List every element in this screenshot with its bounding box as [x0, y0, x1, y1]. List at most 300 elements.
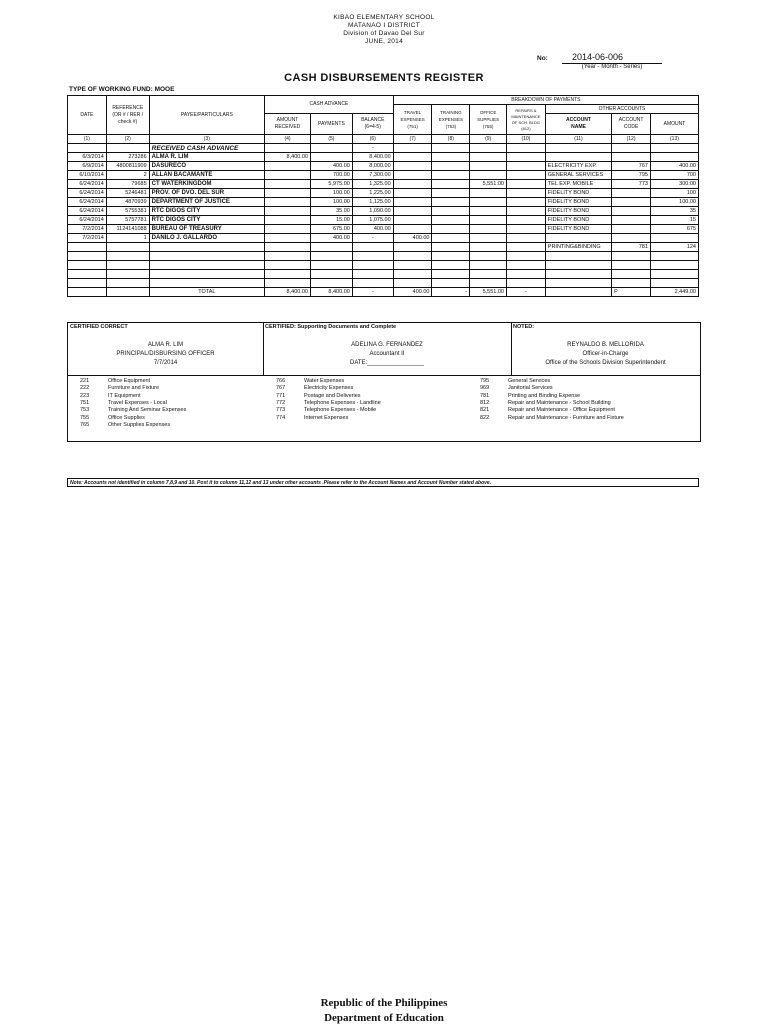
doc-number-value: 2014-06-006 — [562, 52, 662, 64]
cell-received — [265, 189, 311, 198]
column-number: (6) — [352, 135, 393, 144]
cell-acct-code — [612, 153, 651, 162]
cell-received — [265, 225, 311, 234]
cell-payments: 100.00 — [310, 198, 352, 207]
cell-amount: 100.00 — [650, 198, 698, 207]
cell-training — [432, 189, 470, 198]
cell-training — [432, 243, 470, 252]
column-number: (4) — [265, 135, 311, 144]
account-name: Other Supplies Expenses — [108, 421, 171, 428]
cell-ref: 273286 — [106, 153, 149, 162]
cell-received — [265, 234, 311, 243]
header-text: ACCOUNT — [565, 117, 591, 123]
table-cell — [650, 144, 698, 153]
cell-training — [432, 162, 470, 171]
cell-office — [470, 153, 507, 162]
cell-acct-name: FIDELITY BOND — [545, 198, 611, 207]
cell-office — [470, 234, 507, 243]
header-text: OF SCH. BLDG — [511, 119, 541, 125]
cell-travel — [393, 216, 432, 225]
table-cell — [612, 261, 651, 270]
table-row — [68, 243, 699, 252]
cell-balance: 1,325.00 — [352, 180, 393, 189]
account-name: Electricity Expenses — [304, 385, 354, 392]
account-code: 755 — [80, 414, 90, 421]
header-text: TRAINING — [440, 110, 462, 115]
table-cell — [507, 261, 546, 270]
cell-travel — [393, 198, 432, 207]
table-cell — [650, 270, 698, 279]
column-number: (3) — [149, 135, 264, 144]
cell-date: 6/24/2014 — [68, 216, 107, 225]
cell-date: 6/9/2014 — [68, 162, 107, 171]
table-cell — [310, 261, 352, 270]
table-cell — [545, 279, 611, 288]
cell-payments: 675.00 — [310, 225, 352, 234]
cell-repairs — [507, 198, 546, 207]
cell-payments — [310, 243, 352, 252]
account-name: Office Supplies — [108, 414, 145, 421]
cell-payee: DANILO J. GALLARDO — [149, 234, 264, 243]
header-text: PAYMENTS — [318, 120, 345, 127]
cell-travel: 400.00 — [393, 234, 432, 243]
cell-ref: 1 — [106, 234, 149, 243]
table-cell — [612, 252, 651, 261]
header-text: (6=4-5) — [364, 124, 381, 130]
total-amount: 2,449.00 — [650, 288, 698, 297]
total-repairs: - — [507, 288, 546, 297]
principal-name: ALMA R. LIM — [147, 342, 184, 348]
cell-amount — [650, 153, 698, 162]
opening-text: RECEIVED CASH ADVANCE — [149, 144, 264, 153]
cell-acct-name: FIDELITY BOND — [545, 207, 611, 216]
total-training: - — [432, 288, 470, 297]
cell-ref: 2 — [106, 171, 149, 180]
column-number: (1) — [68, 135, 107, 144]
total-travel: 400.00 — [393, 288, 432, 297]
table-cell — [650, 261, 698, 270]
table-row — [68, 216, 699, 225]
header-text: NAME — [571, 124, 586, 130]
cell-ref: 79685 — [106, 180, 149, 189]
header-text: AMOUNT — [663, 120, 686, 127]
header-text: PAYEE/PARTICULARS — [180, 111, 233, 118]
cell-amount: 100 — [650, 189, 698, 198]
page-title: CASH DISBURSEMENTS REGISTER — [284, 72, 484, 84]
note: Note: Accounts not identified in column 7,8,9 and 10. Post it to column 11,12 and 13 under other accounts .Please refer to the Account Names and Account Number stated above. — [67, 478, 699, 487]
col-balance-header — [352, 114, 393, 135]
table-cell — [149, 279, 264, 288]
cell-acct-name: PRINTING&BINDING — [545, 243, 611, 252]
cell-payments: 100.00 — [310, 189, 352, 198]
cell-balance: 7,300.00 — [352, 171, 393, 180]
table-cell — [265, 261, 311, 270]
cell-balance: 1,075.00 — [352, 216, 393, 225]
cell-office — [470, 207, 507, 216]
header-text: OTHER ACCOUNTS — [598, 105, 646, 112]
header-text: check #) — [118, 118, 138, 125]
total-received: 8,400.00 — [265, 288, 311, 297]
account-name: Janitorial Services — [508, 385, 553, 392]
cell-acct-name: FIDELITY BOND — [545, 225, 611, 234]
cell-acct-code — [612, 207, 651, 216]
cell-travel — [393, 162, 432, 171]
table-row — [68, 171, 699, 180]
cell-training — [432, 216, 470, 225]
table-cell — [310, 144, 352, 153]
cell-acct-name: TEL EXP. MOBILE — [545, 180, 611, 189]
cell-acct-code — [612, 198, 651, 207]
header-text: REPAIRS & — [515, 107, 537, 113]
table-cell — [149, 252, 264, 261]
certified-docs-section — [263, 323, 512, 375]
header-text: (753) — [445, 124, 457, 129]
principal-position: PRINCIPAL/DISBURSING OFFICER — [116, 351, 215, 357]
header-text: (OR # / RER / — [112, 111, 144, 118]
cell-training — [432, 180, 470, 189]
cell-payments: 700.00 — [310, 171, 352, 180]
cell-office — [470, 198, 507, 207]
cell-payee: CT WATERKINGDOM — [149, 180, 264, 189]
cell-payments: 400.00 — [310, 234, 352, 243]
table-row — [68, 207, 699, 216]
account-code-item — [480, 415, 624, 423]
table-cell — [432, 252, 470, 261]
cell-balance: 400.00 — [352, 225, 393, 234]
table-cell — [650, 252, 698, 261]
opening-balance: - — [352, 144, 393, 153]
cell-travel — [393, 243, 432, 252]
cell-received — [265, 207, 311, 216]
account-code-item — [276, 415, 348, 423]
col-reference-header — [106, 96, 149, 135]
cell-payee: PROV. OF DVO. DEL SUR — [149, 189, 264, 198]
cell-received — [265, 198, 311, 207]
cell-office — [470, 216, 507, 225]
cell-date: 7/2/2014 — [68, 225, 107, 234]
cell-acct-name: ELECTRICITY EXP. — [545, 162, 611, 171]
cell-date: 6/24/2014 — [68, 189, 107, 198]
account-code: 771 — [276, 392, 286, 399]
cell-payee: BUREAU OF TREASURY — [149, 225, 264, 234]
cell-travel — [393, 180, 432, 189]
account-name: Travel Expenses - Local — [108, 399, 167, 406]
table-cell — [310, 279, 352, 288]
cell-payee: DEPARTMENT OF JUSTICE — [149, 198, 264, 207]
noted-label: NOTED: — [513, 324, 535, 330]
account-name: Telephone Expenses - Mobile — [304, 407, 377, 414]
col-account-name-header — [545, 114, 611, 135]
table-cell — [545, 144, 611, 153]
cell-balance: 1,225.00 — [352, 189, 393, 198]
column-number: (9) — [470, 135, 507, 144]
cell-training — [432, 153, 470, 162]
table-cell — [310, 270, 352, 279]
account-name: Telephone Expenses - Landline — [304, 399, 381, 406]
oic-name: REYNALDO B. MELLORIDA — [567, 342, 644, 348]
col-date-header — [68, 96, 107, 135]
account-name: Water Expenses — [304, 378, 345, 384]
header-text: REFERENCE — [112, 104, 144, 111]
header-text: RECEIVED — [274, 124, 301, 130]
cell-repairs — [507, 234, 546, 243]
certification-block — [67, 322, 701, 442]
district-name: MATANAO I DISTRICT — [348, 22, 420, 29]
other-accounts-header — [545, 105, 698, 114]
table-cell — [106, 288, 149, 297]
account-name: Internet Expenses — [304, 414, 349, 421]
table-cell — [68, 288, 107, 297]
cell-acct-name: GENERAL SERVICES — [545, 171, 611, 180]
cell-payments: 35.00 — [310, 207, 352, 216]
cell-balance: 8,400.00 — [352, 153, 393, 162]
table-cell — [470, 270, 507, 279]
cell-amount: 15 — [650, 216, 698, 225]
cell-acct-code — [612, 189, 651, 198]
table-cell — [265, 252, 311, 261]
account-code: 821 — [480, 407, 490, 414]
cell-training — [432, 207, 470, 216]
table-cell — [507, 252, 546, 261]
cell-payee — [149, 243, 264, 252]
account-code: 795 — [480, 378, 490, 384]
cell-office — [470, 171, 507, 180]
cell-repairs — [507, 225, 546, 234]
table-cell — [68, 279, 107, 288]
accountant-date: DATE:_________________ — [350, 360, 424, 366]
total-payments: 8,400.00 — [310, 288, 352, 297]
header-text: ACCOUNT — [618, 117, 644, 123]
table-cell — [352, 279, 393, 288]
total-code-mark: P — [612, 288, 651, 297]
header-text: DATE — [80, 111, 94, 118]
cell-acct-code: 767 — [612, 162, 651, 171]
cell-acct-code: 795 — [612, 171, 651, 180]
table-cell — [393, 270, 432, 279]
cell-office — [470, 189, 507, 198]
certified-date: 7/7/2014 — [153, 360, 178, 366]
table-cell — [545, 288, 611, 297]
account-code: 223 — [80, 392, 90, 399]
table-cell — [68, 144, 107, 153]
register-table — [67, 95, 699, 297]
table-cell — [432, 144, 470, 153]
header-text: AMOUNT — [276, 117, 299, 123]
account-code: 822 — [480, 414, 490, 421]
cell-amount: 35 — [650, 207, 698, 216]
cell-acct-name: FIDELITY BOND — [545, 216, 611, 225]
col-office-header — [470, 105, 507, 135]
account-name: Postage and Deliveries — [304, 392, 361, 399]
column-number: (5) — [310, 135, 352, 144]
accountant-name: ADELINA G. FERNANDEZ — [351, 342, 423, 348]
table-row — [68, 189, 699, 198]
table-cell — [432, 270, 470, 279]
account-name: Training And Seminar Expenses — [108, 407, 187, 414]
footer-deped: Department of Education — [324, 1012, 444, 1024]
account-code: 812 — [480, 399, 490, 406]
table-cell — [310, 252, 352, 261]
table-row — [68, 198, 699, 207]
table-cell — [393, 279, 432, 288]
table-cell — [265, 144, 311, 153]
header-text: MAINTENANCE — [511, 113, 541, 119]
cell-travel — [393, 207, 432, 216]
cell-payments — [310, 153, 352, 162]
cell-payee: ALLAN BACAMANTE — [149, 171, 264, 180]
cell-repairs — [507, 189, 546, 198]
account-name: Repair and Maintenance - School Building — [508, 399, 611, 406]
table-cell — [149, 270, 264, 279]
cell-acct-code — [612, 216, 651, 225]
header-text: BALANCE — [361, 117, 385, 123]
total-office: 5,551.00 — [470, 288, 507, 297]
cell-amount — [650, 234, 698, 243]
cell-date: 6/10/2014 — [68, 171, 107, 180]
footer-republic: Republic of the Philippines — [320, 997, 448, 1009]
table-cell — [470, 261, 507, 270]
oic-office: Office of the Schools Division Superintendent — [545, 360, 666, 366]
account-name: Repair and Maintenance - Office Equipment — [508, 407, 615, 414]
account-code: 969 — [480, 385, 490, 392]
table-cell — [612, 279, 651, 288]
table-cell — [470, 144, 507, 153]
cell-amount: 400.00 — [650, 162, 698, 171]
table-row — [68, 234, 699, 243]
account-name: Furniture and Fixture — [108, 385, 160, 392]
cell-repairs — [507, 162, 546, 171]
header-text: (755) — [482, 124, 494, 129]
cell-balance: 1,090.00 — [352, 207, 393, 216]
school-name: KIBAO ELEMENTARY SCHOOL — [333, 14, 435, 21]
col-account-code-header — [612, 114, 651, 135]
cell-office — [470, 225, 507, 234]
header-text: CASH ADVANCE — [309, 101, 349, 107]
column-number: (12) — [612, 135, 651, 144]
column-number: (13) — [650, 135, 698, 144]
account-code: 767 — [276, 385, 286, 392]
col-payments-header — [310, 114, 352, 135]
cell-ref — [106, 243, 149, 252]
table-cell — [352, 252, 393, 261]
cell-travel — [393, 171, 432, 180]
cell-amount: 675 — [650, 225, 698, 234]
cell-amount: 700 — [650, 171, 698, 180]
cell-date: 7/2/2014 — [68, 234, 107, 243]
cell-office — [470, 162, 507, 171]
table-cell — [68, 270, 107, 279]
table-cell — [507, 144, 546, 153]
header-text: CODE — [623, 124, 639, 130]
column-number: (2) — [106, 135, 149, 144]
report-period: JUNE, 2014 — [364, 38, 404, 45]
table-row — [68, 225, 699, 234]
col-travel-header — [393, 105, 432, 135]
table-row — [68, 153, 699, 162]
cell-received — [265, 180, 311, 189]
table-cell — [393, 252, 432, 261]
cell-balance: 8,000.00 — [352, 162, 393, 171]
cell-training — [432, 198, 470, 207]
cell-received — [265, 216, 311, 225]
table-cell — [470, 252, 507, 261]
cell-acct-name — [545, 234, 611, 243]
cell-repairs — [507, 171, 546, 180]
account-code: 774 — [276, 414, 286, 421]
table-cell — [650, 279, 698, 288]
cell-received — [265, 171, 311, 180]
header-text: SUPPLIES — [477, 117, 500, 122]
cell-received: 8,400.00 — [265, 153, 311, 162]
cell-acct-code — [612, 225, 651, 234]
certified-correct-section — [68, 323, 264, 375]
table-row — [68, 162, 699, 171]
table-cell — [393, 261, 432, 270]
cell-date — [68, 243, 107, 252]
col-training-header — [432, 105, 470, 135]
account-code: 765 — [80, 421, 90, 428]
cell-repairs — [507, 153, 546, 162]
table-cell — [545, 261, 611, 270]
cell-acct-code — [612, 234, 651, 243]
cell-ref: 5757781 — [106, 216, 149, 225]
table-cell — [545, 252, 611, 261]
header-text: OFFICE — [479, 110, 497, 115]
cell-office — [470, 243, 507, 252]
cell-acct-code: 773 — [612, 180, 651, 189]
account-name: IT Equipment — [108, 392, 141, 399]
table-cell — [352, 261, 393, 270]
account-name: Repair and Maintenance - Furniture and Fixture — [508, 414, 624, 421]
account-code: 221 — [80, 378, 90, 384]
table-cell — [612, 270, 651, 279]
table-cell — [265, 279, 311, 288]
table-cell — [432, 279, 470, 288]
account-code: 772 — [276, 399, 286, 406]
header-text: BREAKDOWN OF PAYMENTS — [511, 96, 581, 103]
table-cell — [149, 261, 264, 270]
account-code: 753 — [80, 407, 90, 414]
division-name: Division of Davao Del Sur — [343, 30, 425, 37]
table-cell — [68, 252, 107, 261]
cell-travel — [393, 189, 432, 198]
cell-travel — [393, 225, 432, 234]
certified-docs-label: CERTIFIED: Supporting Documents and Complete — [265, 324, 397, 330]
account-code: 766 — [276, 378, 286, 384]
cell-training — [432, 225, 470, 234]
column-number: (10) — [507, 135, 546, 144]
cell-payee: ALMA R. LIM — [149, 153, 264, 162]
total-balance: - — [352, 288, 393, 297]
col-amount-received-header — [265, 114, 311, 135]
column-number: (7) — [393, 135, 432, 144]
column-number: (11) — [545, 135, 611, 144]
cell-payments: 5,975.00 — [310, 180, 352, 189]
cell-repairs — [507, 216, 546, 225]
account-code: 751 — [80, 399, 90, 406]
cell-training — [432, 234, 470, 243]
cash-advance-header — [265, 96, 394, 114]
col-repairs-header — [507, 105, 546, 135]
header-text: TRAVEL — [404, 110, 422, 115]
header-text: EXPENSES — [438, 117, 463, 122]
cell-payments: 400.00 — [310, 162, 352, 171]
cell-balance: 1,125.00 — [352, 198, 393, 207]
cell-date: 6/24/2014 — [68, 180, 107, 189]
header-text: EXPENSES — [400, 117, 425, 122]
table-cell — [393, 144, 432, 153]
cell-repairs — [507, 180, 546, 189]
